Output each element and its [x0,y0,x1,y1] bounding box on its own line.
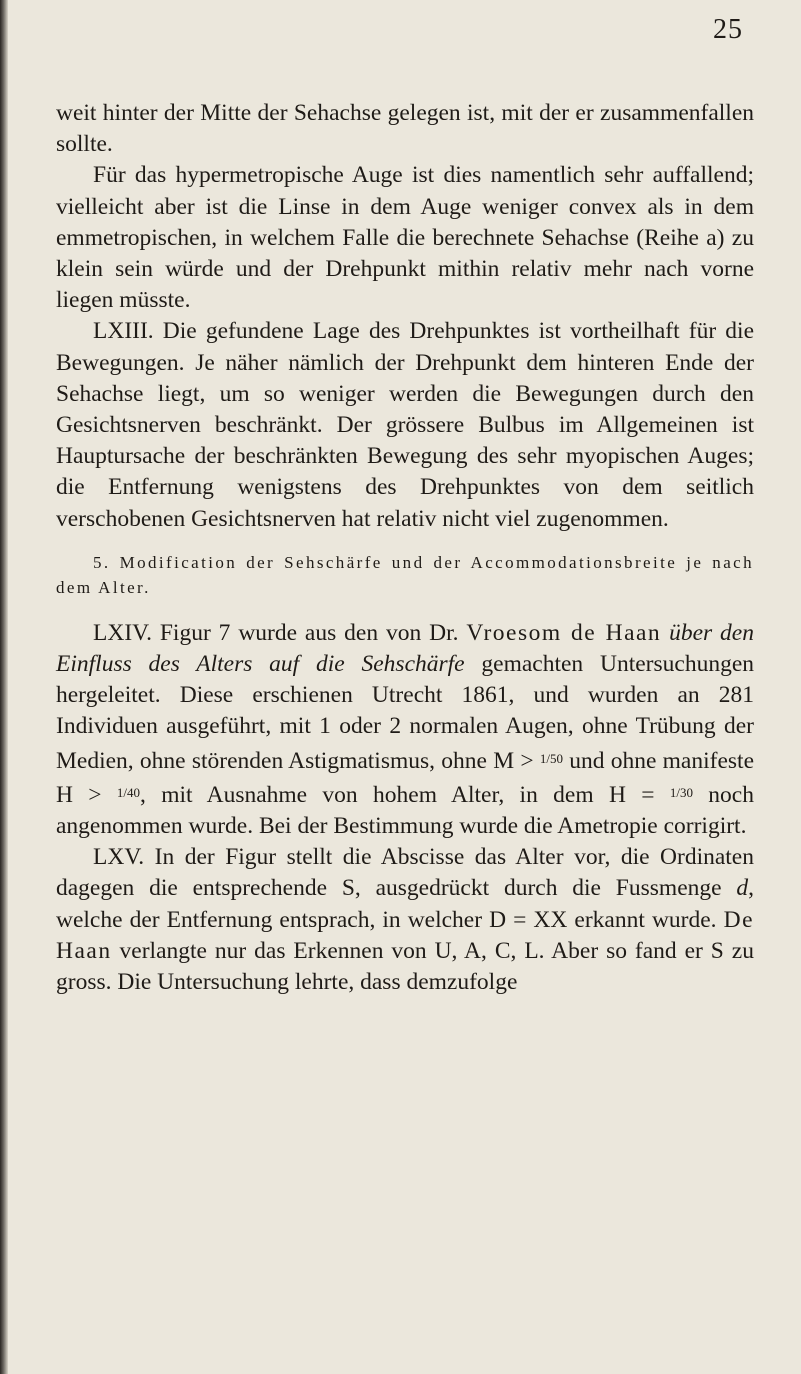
page-edge-shadow [0,0,8,1374]
lxiv-part-3: , mit Ausnahme von hohem Alter, in dem H = [140,781,670,808]
fraction-m: 1/50 [539,750,563,766]
lxiv-part-4: noch angenommen wurde. Bei der Bestimmung wurde die Ametropie corrigirt. [56,781,754,840]
study-title: über den Einfluss des Alters auf die Sehschärfe [56,619,754,678]
lxiv-part-1: gemachten Untersuchungen hergeleitet. Diese erschienen Utrecht 1861, und wurden an 281 Individuen ausgeführt, mit 1 oder 2 normalen Augen, ohne Trübung der Medien, ohne störenden Astigmatismus, ohne M > [56,651,754,774]
lxv-part-3: verlangte nur das Erkennen von U, A, C, L. Aber so fand er S zu gross. Die Untersuchung lehrte, dass demzufolge [56,937,754,996]
author-de-haan: De Haan [56,906,754,964]
paragraph-hypermetropic: Für das hypermetropische Auge ist dies namentlich sehr auffallend; vielleicht aber ist die Linse in dem Auge weniger convex als in dem emmetropischen, in welchem Falle die berechnete Sehachse (Reihe a) zu klein sein würde und der Drehpunkt mithin relativ mehr nach vorne liegen müsste. [56,162,754,314]
author-vroesom: Vroesom de Haan [466,619,662,646]
lxv-part-2: , welche der Entfernung entsprach, in welcher D = XX erkannt wurde. [56,875,754,933]
lxiv-part-2: und ohne manifeste H > [56,747,755,808]
lxv-d-symbol: d [736,875,749,902]
page-text [56,98,754,998]
page-number: 25 [713,14,743,45]
section-heading: 5. Modification der Sehschärfe und der Accommodationsbreite je nach dem Alter. [56,552,754,597]
paragraph-lxiv [56,618,754,842]
fraction-h: 1/40 [116,784,141,800]
lxv-part-1: LXV. In der Figur stellt die Abscisse das Alter vor, die Ordinaten dagegen die entsprechende S, ausgedrückt durch die Fussmenge [56,844,754,902]
paragraph-continuation: weit hinter der Mitte der Sehachse gelegen ist, mit der er zusammenfallen sollte. [56,100,754,158]
lxiv-prefix: LXIV. Figur 7 wurde aus den von Dr. [93,619,467,646]
paragraph-lxiii: LXIII. Die gefundene Lage des Drehpunktes ist vortheilhaft für die Bewegungen. Je näher nämlich der Drehpunkt dem hinteren Ende der Sehachse liegt, um so weniger werden die Bewegungen durch den Gesichtsnerven beschränkt. Der grössere Bulbus im Allgemeinen ist Hauptursache der beschränkten Bewegung des sehr myopischen Auges; die Entfernung wenigstens des Drehpunktes von dem seitlich verschobenen Gesichtsnerven hat relativ nicht viel zugenommen. [56,318,754,532]
lxiv-space [661,620,669,646]
paragraph-lxv [56,842,754,998]
fraction-h-elderly: 1/30 [669,784,693,800]
